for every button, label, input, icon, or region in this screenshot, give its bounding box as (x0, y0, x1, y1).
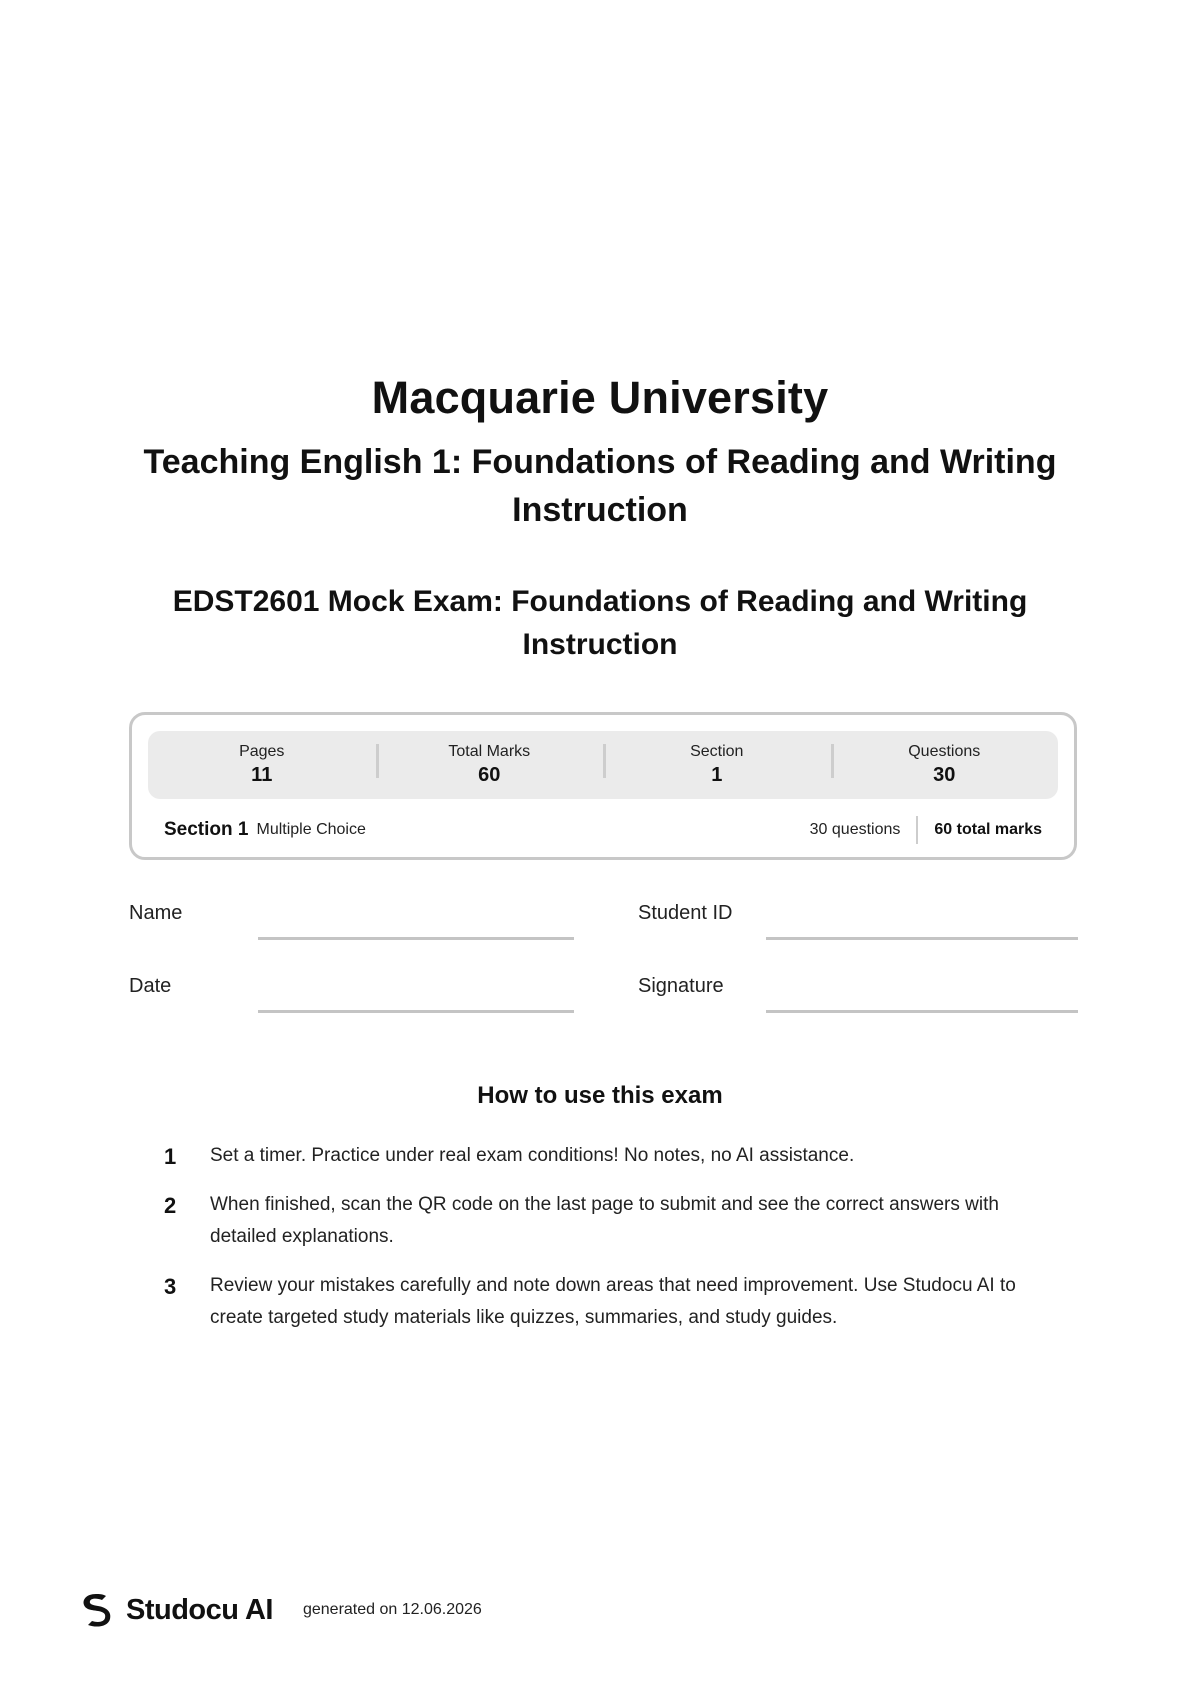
section-total-marks: 60 total marks (934, 821, 1042, 838)
stat-value: 60 (478, 764, 501, 786)
student-id-field[interactable] (638, 900, 1078, 940)
exam-title: EDST2601 Mock Exam: Foundations of Reading and Writing Instruction (172, 585, 1028, 661)
instruction-text: When finished, scan the QR code on the last page to submit and see the correct answers with detailed explanations. (210, 1194, 999, 1247)
section-type: Multiple Choice (256, 821, 366, 838)
stat-questions (831, 742, 1059, 788)
signature-field[interactable] (638, 973, 1078, 1013)
signature-line[interactable] (766, 1010, 1078, 1013)
stat-section (603, 742, 831, 788)
stat-label: Total Marks (448, 743, 531, 760)
name-field[interactable] (129, 900, 574, 940)
howto-title: How to use this exam (477, 1082, 723, 1109)
studocu-logo-icon (78, 1592, 114, 1628)
list-item (160, 1140, 1060, 1172)
student-id-line[interactable] (766, 937, 1078, 940)
name-label: Name (129, 902, 183, 924)
section-summary-row (164, 817, 1042, 843)
stat-pages (148, 742, 376, 788)
stat-label: Section (690, 743, 744, 760)
stat-total-marks (376, 742, 604, 788)
generated-date: generated on 12.06.2026 (302, 1601, 482, 1618)
course-title: Teaching English 1: Foundations of Reading and Writing Instruction (143, 443, 1057, 529)
section-divider (916, 816, 918, 844)
stat-value: 30 (933, 764, 956, 786)
footer (78, 1592, 482, 1628)
stat-label: Questions (908, 743, 981, 760)
list-item (160, 1270, 1060, 1334)
exam-summary-card (129, 712, 1077, 860)
date-field[interactable] (129, 973, 574, 1013)
instruction-number: 2 (164, 1193, 177, 1218)
stat-label: Pages (239, 743, 285, 760)
student-id-label: Student ID (638, 902, 733, 924)
section-question-count: 30 questions (809, 821, 901, 838)
date-line[interactable] (258, 1010, 574, 1013)
instruction-number: 3 (164, 1274, 177, 1299)
instruction-list (160, 1140, 1060, 1351)
stats-bar (148, 731, 1058, 799)
section-name: Section 1 (164, 819, 249, 840)
stat-value: 1 (711, 764, 723, 786)
signature-label: Signature (638, 975, 724, 997)
brand-name: Studocu AI (126, 1593, 273, 1626)
date-label: Date (129, 975, 172, 997)
university-title: Macquarie University (371, 372, 829, 423)
instruction-text: Review your mistakes carefully and note down areas that need improvement. Use Studocu AI to create targeted study materials like quizzes, summaries, and study guides. (210, 1275, 1016, 1328)
section-meta (810, 816, 1042, 844)
list-item (160, 1189, 1060, 1253)
name-line[interactable] (258, 937, 574, 940)
instruction-text: Set a timer. Practice under real exam conditions! No notes, no AI assistance. (210, 1145, 855, 1166)
instruction-number: 1 (164, 1144, 177, 1169)
stat-value: 11 (251, 764, 273, 786)
